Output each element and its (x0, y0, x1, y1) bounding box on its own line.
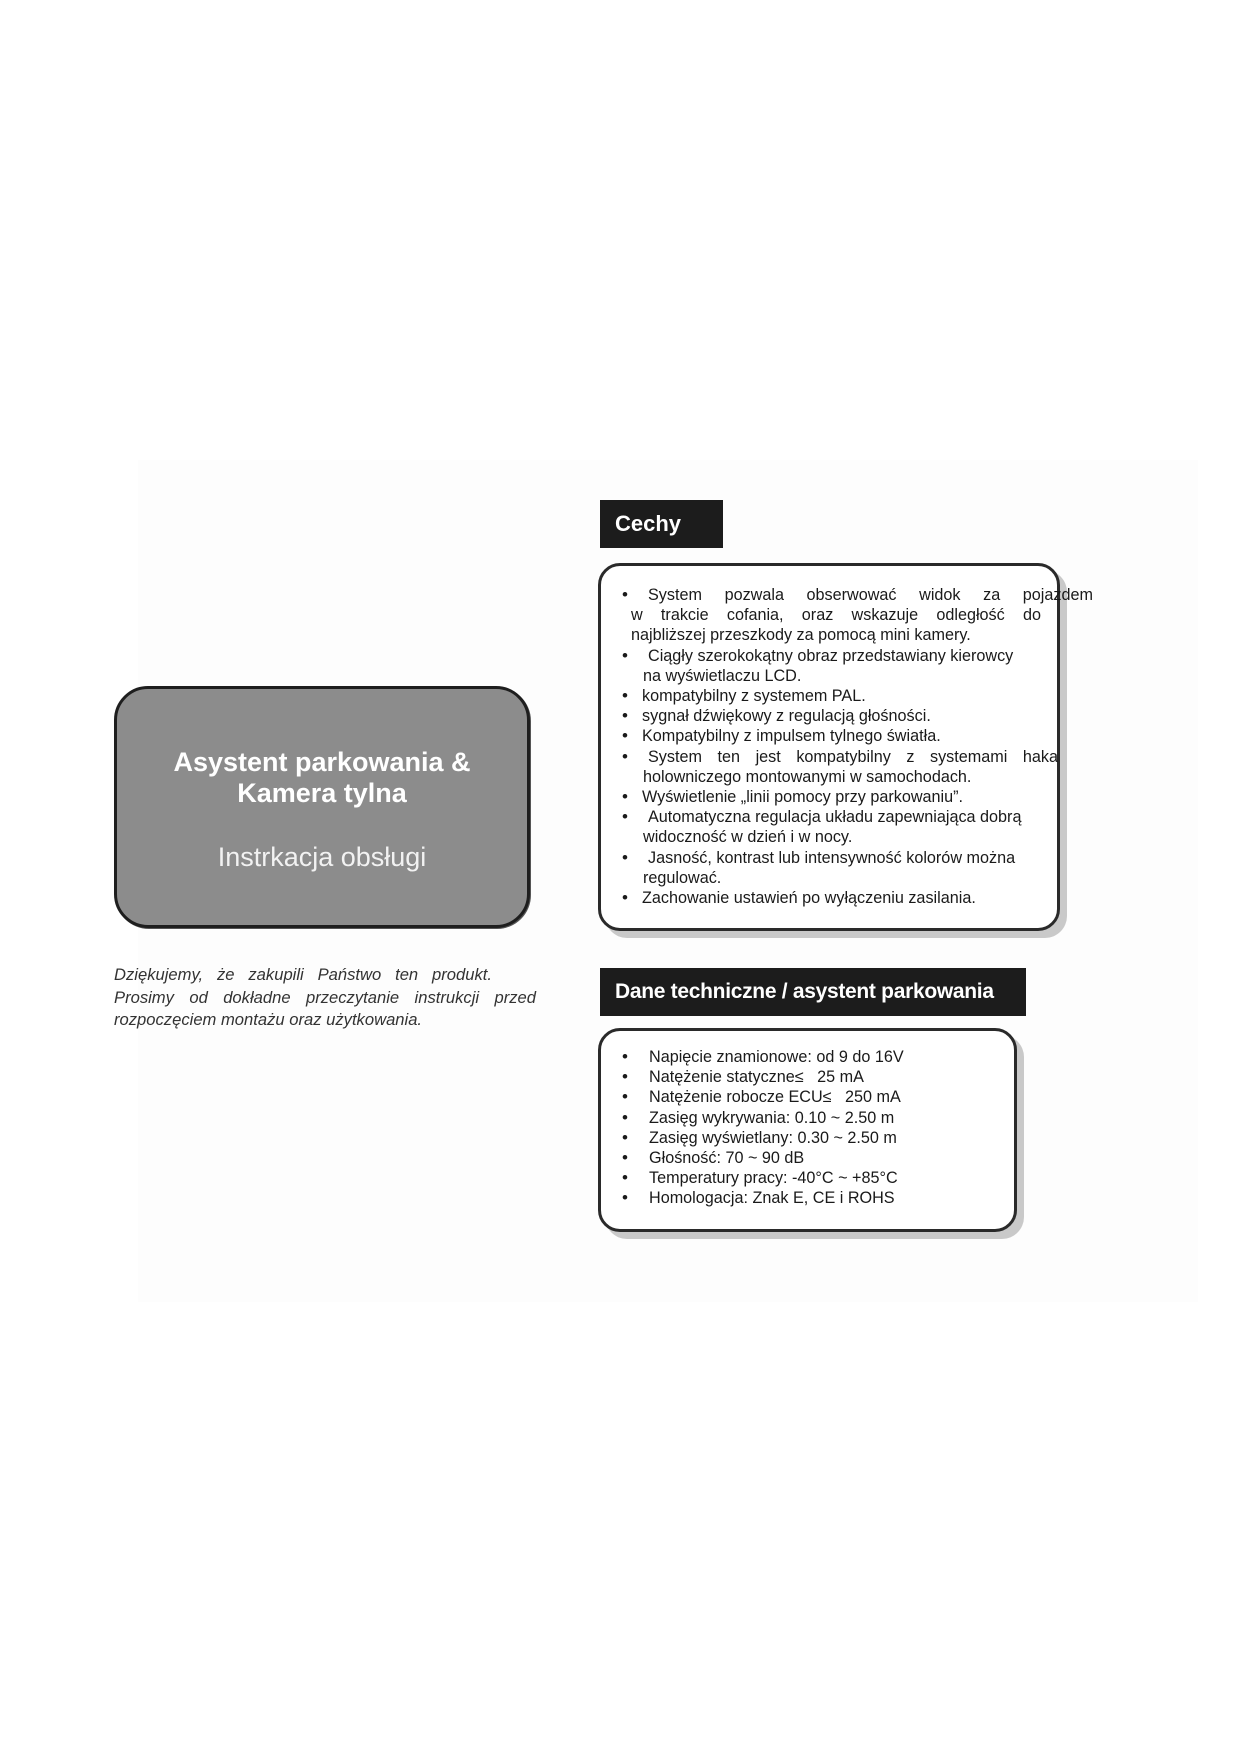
list-item: • Homologacja: Znak E, CE i ROHS (620, 1188, 980, 1208)
document-title (117, 747, 527, 809)
intro-line-3: rozpoczęciem montażu oraz użytkowania. (114, 1010, 423, 1029)
list-item: • System pozwala obserwować widok za pojazdem w trakcie cofania, oraz wskazuje odległość do najbliższej przeszkody za pomocą mini kamery. (620, 585, 1070, 646)
list-item: • System ten jest kompatybilny z systemami haka holowniczego montowanymi w samochodach. (620, 747, 1070, 787)
list-item: • Zasięg wykrywania: 0.10 ~ 2.50 m (620, 1108, 980, 1128)
list-item: • Automatyczna regulacja układu zapewniająca dobrą widoczność w dzień i w nocy. (620, 807, 1070, 847)
list-item: • sygnał dźwiękowy z regulacją głośności. (620, 706, 1070, 726)
intro-paragraph (114, 964, 536, 1032)
list-item: • Natężenie robocze ECU≤ 250 mA (620, 1087, 980, 1107)
list-item: • Wyświetlenie „linii pomocy przy parkowaniu”. (620, 787, 1070, 807)
title-line-1: Asystent parkowania & (173, 747, 471, 777)
list-item: • Zachowanie ustawień po wyłączeniu zasilania. (620, 888, 1070, 908)
list-item: • Ciągły szerokokątny obraz przedstawiany kierowcy na wyświetlaczu LCD. (620, 646, 1070, 686)
tech-list (620, 1047, 980, 1209)
list-item: • kompatybilny z systemem PAL. (620, 686, 1070, 706)
list-item: • Zasięg wyświetlany: 0.30 ~ 2.50 m (620, 1128, 980, 1148)
intro-line-1: Dziękujemy, że zakupili Państwo ten produkt. (114, 965, 492, 984)
list-item: • Głośność: 70 ~ 90 dB (620, 1148, 980, 1168)
features-list (620, 585, 1093, 908)
list-item: • Natężenie statyczne≤ 25 mA (620, 1067, 980, 1087)
list-item: • Jasność, kontrast lub intensywność kolorów można regulować. (620, 848, 1070, 888)
list-item: • Kompatybilny z impulsem tylnego światła. (620, 726, 1070, 746)
document-subtitle: Instrkacja obsługi (217, 842, 427, 872)
list-item: • Temperatury pracy: -40°C ~ +85°C (620, 1168, 980, 1188)
title-line-2: Kamera tylna (237, 778, 407, 808)
list-item: • Napięcie znamionowe: od 9 do 16V (620, 1047, 980, 1067)
title-card (114, 686, 530, 928)
intro-line-2: Prosimy od dokładne przeczytanie instrukcji przed (114, 987, 536, 1007)
features-header: Cechy (600, 500, 723, 548)
tech-header: Dane techniczne / asystent parkowania (600, 968, 1026, 1016)
